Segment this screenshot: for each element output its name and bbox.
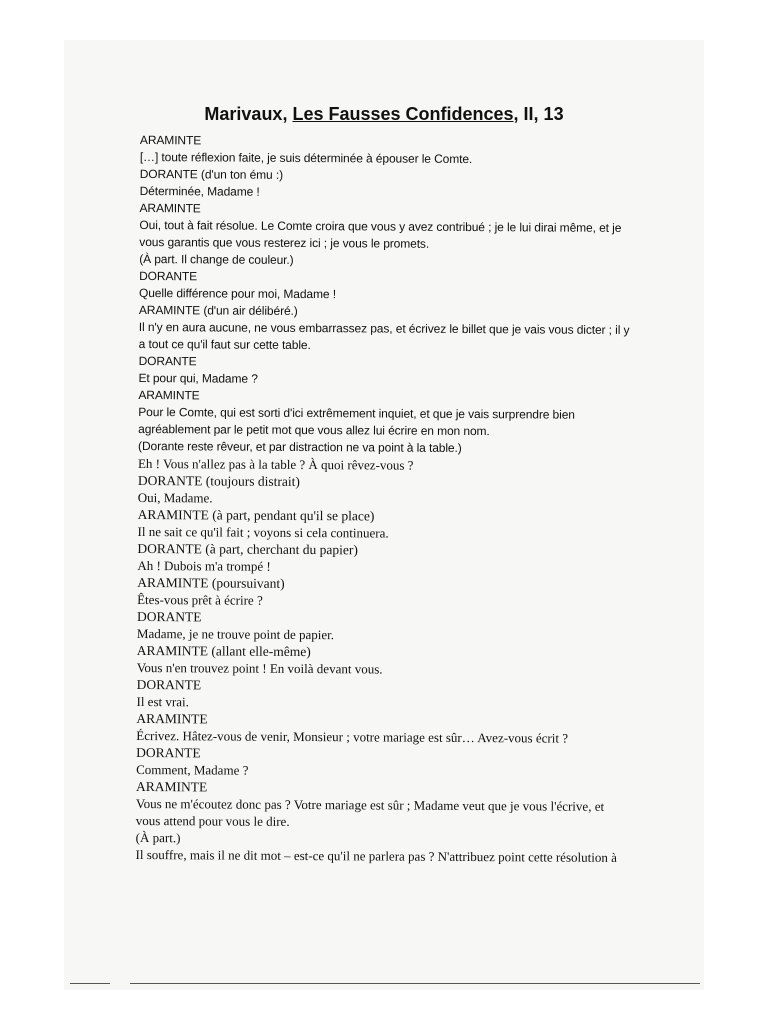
speech-line: […] toute réflexion faite, je suis déterminée à épouser le Comte. [139, 149, 473, 167]
title-reference: , II, 13 [513, 104, 564, 124]
speech-line: Déterminée, Madame ! [139, 183, 260, 199]
speech-line: Quelle différence pour moi, Madame ! [138, 285, 337, 302]
speech-line: Oui, tout à fait résolue. Le Comte croira que vous y avez contribué ; je le lui dirai même, et je [139, 217, 622, 235]
speech-line: agréablement par le petit mot que vous allez lui écrire en mon nom. [138, 421, 490, 439]
speech-line: Madame, je ne trouve point de papier. [136, 625, 335, 643]
stage-direction: (À part.) [135, 829, 181, 846]
speaker-line: DORANTE (à part, cherchant du papier) [137, 540, 358, 558]
speaker-line: ARAMINTE [136, 710, 208, 727]
speaker-line: ARAMINTE (d'un air délibéré.) [138, 302, 298, 318]
speech-line: Comment, Madame ? [136, 761, 249, 778]
speaker-line: ARAMINTE (poursuivant) [137, 574, 285, 591]
speaker-line: DORANTE [136, 608, 202, 625]
speaker-line: ARAMINTE [135, 778, 208, 795]
title-work: Les Fausses Confidences [292, 104, 514, 124]
speech-line: Ah ! Dubois m'a trompé ! [137, 557, 271, 574]
speech-line: Oui, Madame. [137, 489, 213, 506]
stage-direction: (À part. Il change de couleur.) [139, 251, 294, 267]
speech-line: Vous ne m'écoutez donc pas ? Votre mariage est sûr ; Madame veut que je vous l'écrive, et [135, 795, 605, 814]
speaker-line: ARAMINTE [139, 200, 201, 216]
speaker-line: DORANTE (toujours distrait) [137, 472, 300, 489]
speech-line: Il est vrai. [136, 693, 189, 710]
stage-direction: (Dorante reste rêveur, et par distraction ne va point à la table.) [138, 438, 462, 455]
speech-line: Il ne sait ce qu'il fait ; voyons si cela continuera. [137, 523, 389, 541]
speech-line: Écrivez. Hâtez-vous de venir, Monsieur ; votre mariage est sûr… Avez-vous écrit ? [136, 727, 569, 746]
speaker-line: ARAMINTE [138, 387, 200, 403]
speech-line: Il souffre, mais il ne dit mot – est-ce qu'il ne parlera pas ? N'attribuez point cette résolution à [135, 846, 617, 865]
speaker-line: DORANTE (d'un ton ému :) [139, 166, 284, 182]
title-author: Marivaux, [204, 104, 293, 124]
speech-line: Pour le Comte, qui est sorti d'ici extrêmement inquiet, et que je vais surprendre bien [138, 404, 575, 422]
footer-rule-short [70, 983, 110, 984]
document-title [0, 104, 768, 125]
speaker-line: ARAMINTE (allant elle-même) [136, 642, 311, 660]
speaker-line: DORANTE [139, 268, 198, 284]
speech-line: vous attend pour vous le dire. [135, 812, 290, 829]
speech-line: Êtes-vous prêt à écrire ? [137, 591, 263, 608]
speaker-line: DORANTE [136, 744, 201, 761]
speech-line: vous garantis que vous resterez ici ; je vous le promets. [139, 234, 430, 251]
speaker-line: DORANTE [138, 353, 197, 369]
speech-line: Eh ! Vous n'allez pas à la table ? À quoi rêvez-vous ? [137, 455, 414, 473]
speech-line: Vous n'en trouvez point ! En voilà devant vous. [136, 659, 383, 677]
speaker-line: DORANTE [136, 676, 202, 693]
speech-line: Et pour qui, Madame ? [138, 370, 258, 386]
speaker-line: ARAMINTE [139, 132, 202, 148]
footer-rule-long [130, 983, 700, 984]
speaker-line: ARAMINTE (à part, pendant qu'il se place) [137, 506, 375, 524]
dialogue-text [136, 132, 700, 866]
speech-line: Il n'y en aura aucune, ne vous embarrassez pas, et écrivez le billet que je vais vous dicter ; il y [138, 319, 630, 337]
speech-line: a tout ce qu'il faut sur cette table. [138, 336, 311, 353]
